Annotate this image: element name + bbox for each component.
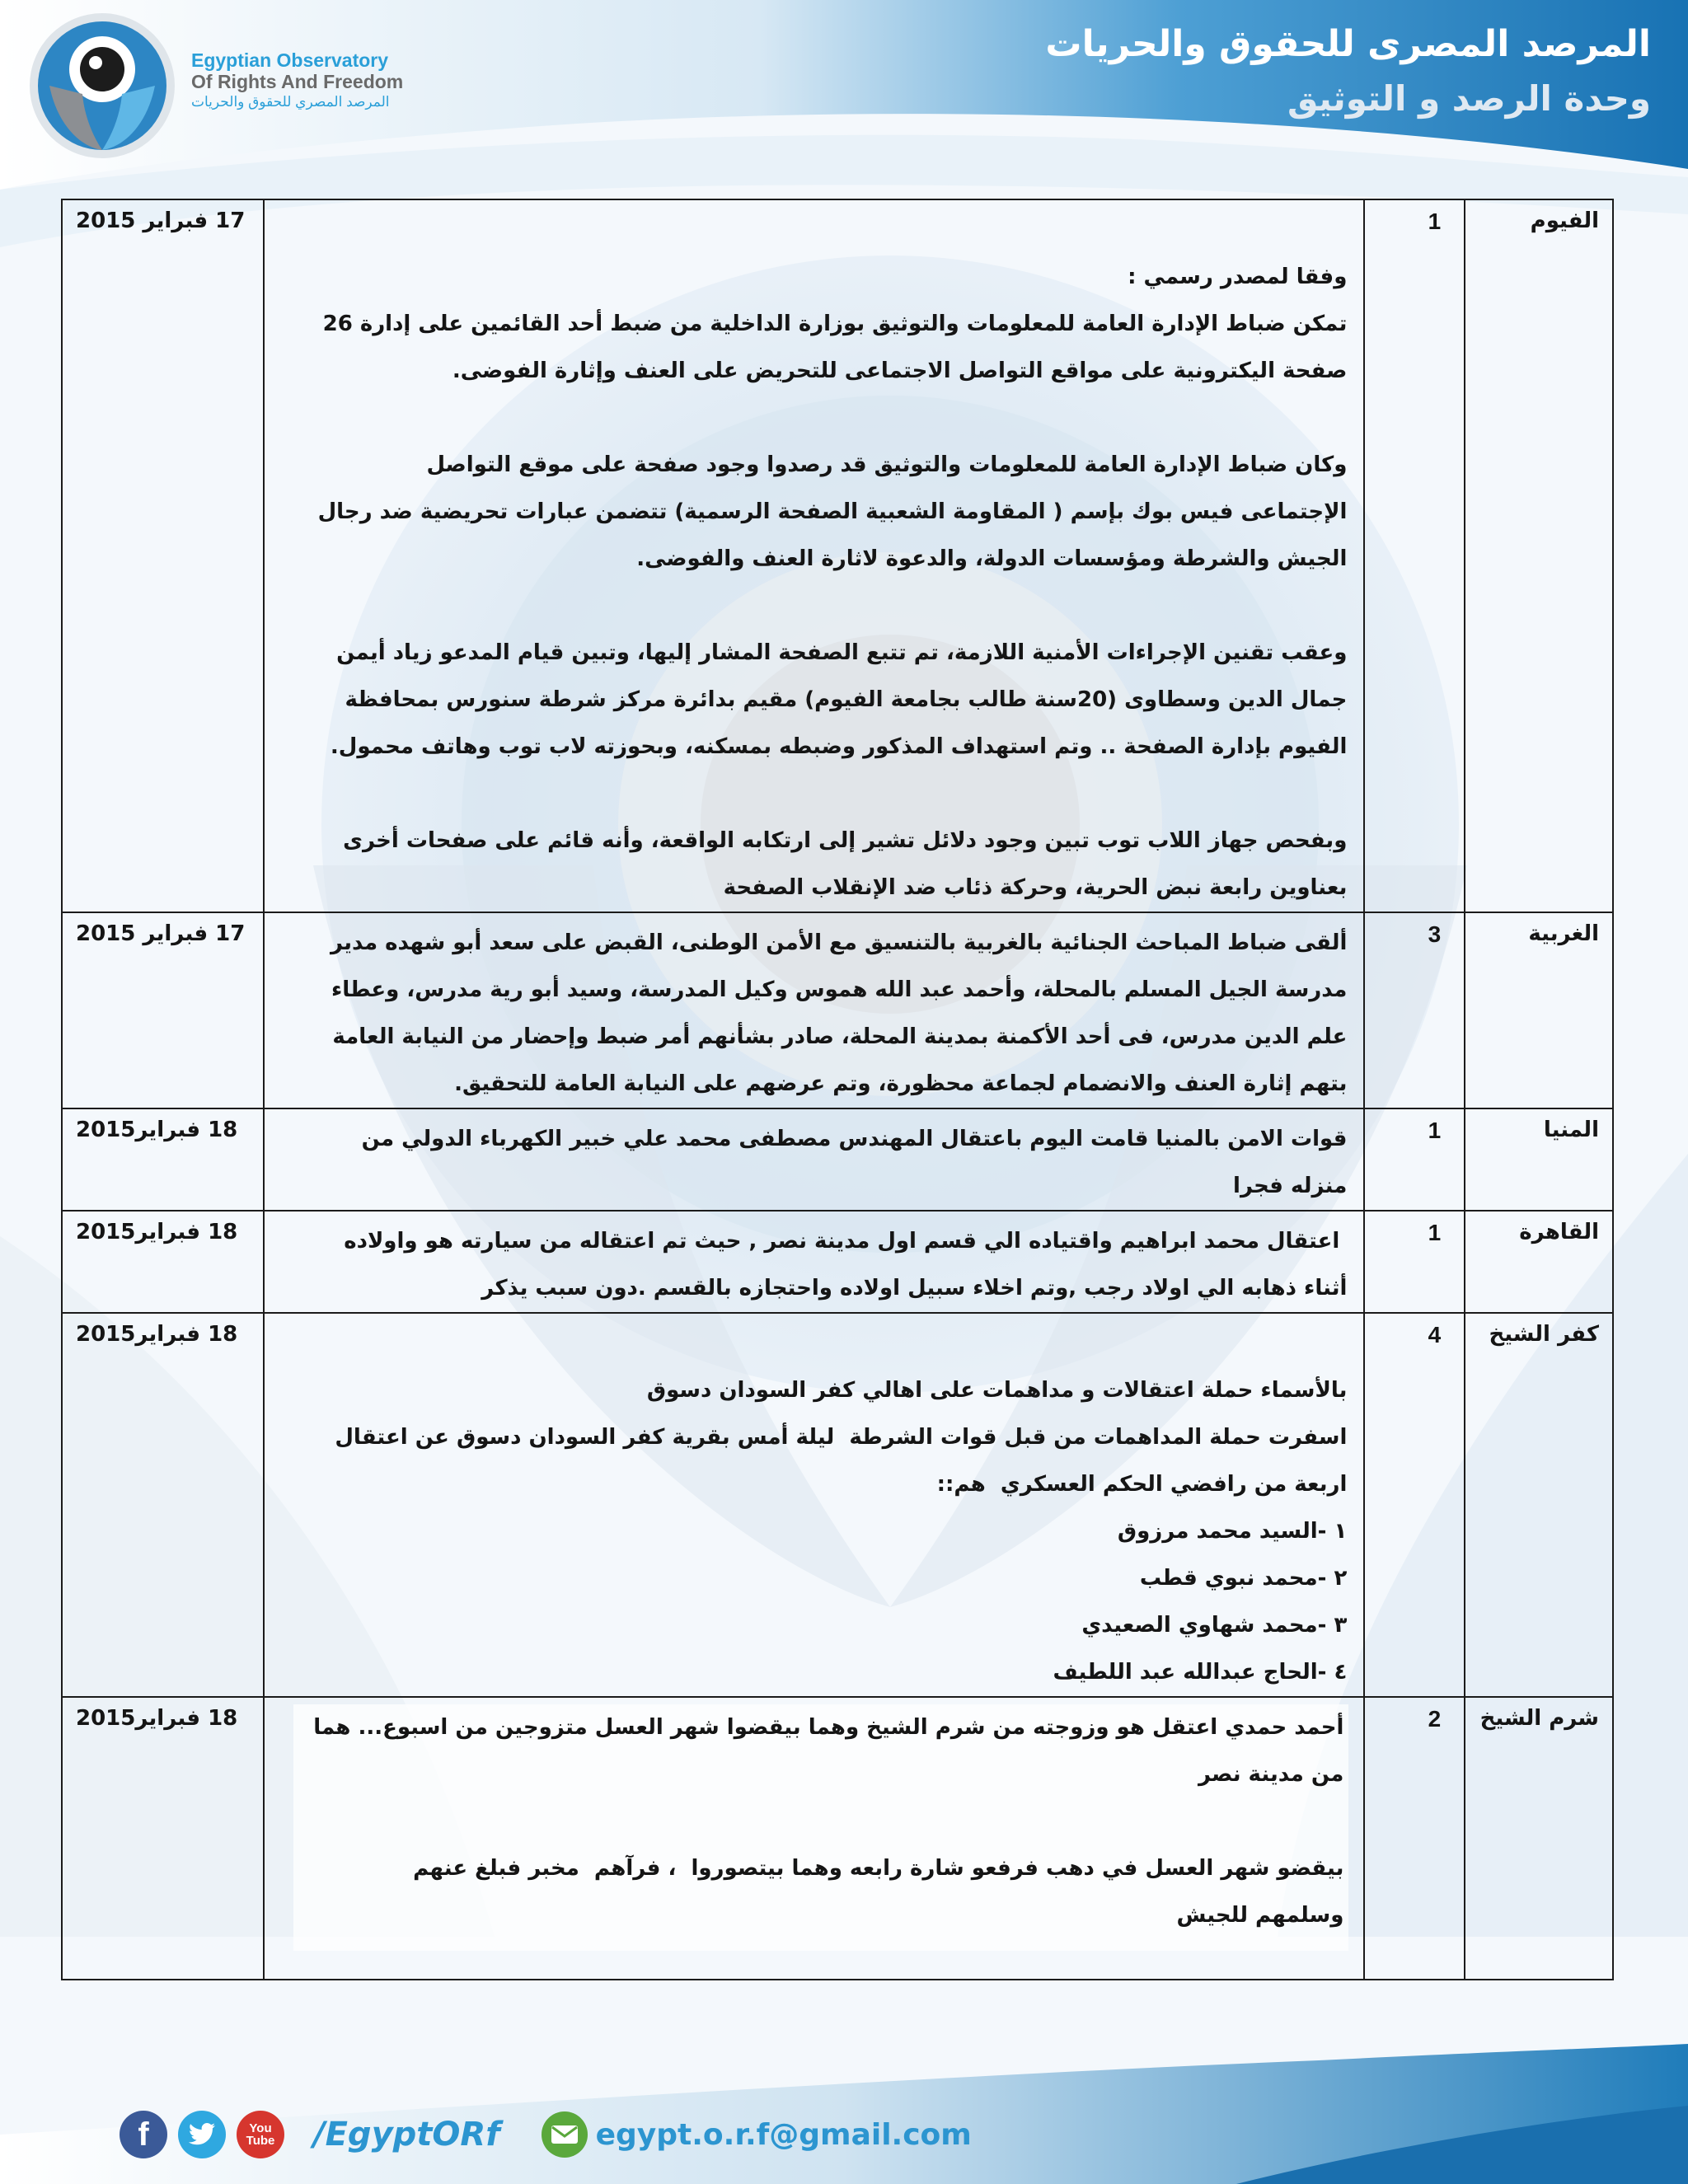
youtube-icon[interactable]: [237, 2111, 284, 2158]
description-line: مدرسة الجيل المسلم بالمحلة، وأحمد عبد الله هموس وكيل المدرسة، وسيد أبو رية مدرس، وعطاء: [331, 977, 1348, 1002]
description-line: [281, 771, 1348, 818]
count-cell: 1: [1364, 1108, 1465, 1211]
logo-icon: [25, 12, 180, 160]
page-subtitle: وحدة الرصد و التوثيق: [1287, 78, 1651, 119]
date-cell: [62, 1108, 264, 1211]
logo-text: [191, 49, 403, 112]
description-line: [281, 1320, 1348, 1367]
description-line: جمال الدين وسطاوى (20سنة طالب بجامعة الفيوم) مقيم بدائرة مركز شرطة سنورس بمحافظة: [345, 687, 1348, 712]
date-text: 18 فبراير2015: [76, 1322, 238, 1347]
date-cell: [62, 1313, 264, 1697]
description-line: [281, 583, 1348, 630]
description-line: أحمد حمدي اعتقل هو وزوجته من شرم الشيخ وهما بيقضوا شهر العسل متزوجين من اسبوع... هما: [313, 1715, 1344, 1740]
description-cell: [264, 912, 1365, 1108]
governorate-cell: شرم الشيخ: [1465, 1697, 1613, 1980]
date-cell: [62, 912, 264, 1108]
logo-text-en-1: Egyptian Observatory: [191, 49, 389, 71]
description-line: وبفحص جهاز اللاب توب تبين وجود دلائل تشير إلى ارتكابه الواقعة، وأنه قائم على صفحات أخرى: [343, 828, 1348, 853]
count-cell: 1: [1364, 199, 1465, 912]
description-cell: [264, 1108, 1365, 1211]
footer: [120, 2111, 972, 2158]
description-line: وكان ضباط الإدارة العامة للمعلومات والتوثيق قد رصدوا وجود صفحة على موقع التواصل: [426, 452, 1348, 477]
table-row: [62, 1211, 1613, 1313]
logo-text-en-2: Of Rights And Freedom: [191, 71, 404, 92]
count-cell: 4: [1364, 1313, 1465, 1697]
description-line: ٢ -محمد نبوي قطب: [1139, 1566, 1348, 1591]
description-line: الجيش والشرطة ومؤسسات الدولة، والدعوة لاثارة العنف والفوضى.: [636, 546, 1348, 571]
description-line: بالأسماء حملة اعتقالات و مداهمات على اهالي كفر السودان دسوق: [646, 1378, 1348, 1403]
description-cell: [264, 199, 1365, 912]
description-cell: [264, 1697, 1365, 1980]
date-text: 18 فبراير2015: [76, 1118, 238, 1142]
description-line: وسلمهم للجيش: [1176, 1903, 1344, 1928]
description-line: منزله فجرا: [1233, 1174, 1348, 1198]
date-text: 18 فبراير2015: [76, 1220, 238, 1244]
governorate-cell: الفيوم: [1465, 199, 1613, 912]
description-line: صفحة اليكترونية على مواقع التواصل الاجتماعى للتحريض على العنف وإثارة الفوضى.: [452, 359, 1348, 383]
description-line: أثناء ذهابه الي اولاد رجب ,وتم اخلاء سبيل اولاده واحتجازه بالقسم .دون سبب يذكر: [481, 1276, 1348, 1301]
youtube-icon-label-1: You: [249, 2121, 272, 2135]
table-row: [62, 1108, 1613, 1211]
description-line: بيقضو شهر العسل في دهب فرفعو شارة رابعه وهما بيتصوروا ، فرآهم مخبر فبلغ عنهم: [413, 1856, 1344, 1881]
description-line: ٣ -محمد شهاوي الصعيدي: [1081, 1613, 1348, 1638]
date-text: 17 فبراير 2015: [76, 209, 246, 233]
count-cell: 1: [1364, 1211, 1465, 1313]
description-line: ٤ -الحاج عبدالله عبد اللطيف: [1053, 1660, 1348, 1685]
description-line: بعناوين رابعة نبض الحرية، وحركة ذئاب ضد الإنقلاب الصفحة: [723, 875, 1348, 900]
description-line: علم الدين مدرس، فى أحد الأكمنة بمدينة المحلة، صادر بشأنهم أمر ضبط وإحضار من النيابة العامة: [332, 1024, 1348, 1049]
governorate-cell: كفر الشيخ: [1465, 1313, 1613, 1697]
description-line: وفقا لمصدر رسمي :: [1128, 265, 1348, 289]
description-line: بتهم إثارة العنف والانضمام لجماعة محظورة، وتم عرضهم على النيابة العامة للتحقيق.: [454, 1071, 1348, 1096]
description-line: [298, 1798, 1343, 1845]
governorate-cell: المنيا: [1465, 1108, 1613, 1211]
page-title: المرصد المصرى للحقوق والحريات: [1045, 23, 1651, 65]
date-text: 17 فبراير 2015: [76, 921, 246, 946]
description-line: [281, 395, 1348, 442]
email-icon: [542, 2111, 588, 2158]
date-text: 18 فبراير2015: [76, 1706, 238, 1731]
date-cell: [62, 1211, 264, 1313]
header-titles: [909, 15, 1651, 124]
description-cell: [264, 1313, 1365, 1697]
facebook-icon[interactable]: f: [120, 2111, 167, 2158]
youtube-icon-label-2: Tube: [246, 2134, 275, 2148]
description-line: ١ -السيد محمد مرزوق: [1117, 1519, 1348, 1544]
highlighted-text-block: [293, 1704, 1348, 1951]
description-line: [281, 207, 1348, 254]
logo-text-ar: المرصد المصري للحقوق والحريات: [191, 94, 390, 110]
description-line: ألقى ضباط المباحث الجنائية بالغربية بالتنسيق مع الأمن الوطنى، القبض على سعد أبو شهده مدير: [331, 930, 1348, 955]
date-cell: [62, 199, 264, 912]
description-cell: [264, 1211, 1365, 1313]
count-cell: 3: [1364, 912, 1465, 1108]
description-line: اسفرت حملة المداهمات من قبل قوات الشرطة ليلة أمس بقرية كفر السودان دسوق عن اعتقال: [335, 1425, 1348, 1450]
table-row: [62, 199, 1613, 912]
description-line: الفيوم بإدارة الصفحة .. وتم استهداف المذكور وضبطه بمسكنه، وبحوزته لاب توب وهاتف محمول.: [330, 734, 1348, 759]
count-cell: 2: [1364, 1697, 1465, 1980]
governorate-cell: الغربية: [1465, 912, 1613, 1108]
records-table: [61, 199, 1614, 1980]
description-line: اربعة من رافضي الحكم العسكري هم::: [936, 1472, 1348, 1497]
table-row: [62, 1697, 1613, 1980]
description-line: من مدينة نصر: [1198, 1762, 1344, 1787]
description-line: قوات الامن بالمنيا قامت اليوم باعتقال المهندس مصطفى محمد علي خبير الكهرباء الدولي من: [361, 1127, 1348, 1151]
description-line: الإجتماعى فيس بوك بإسم ( المقاومة الشعبية الصفحة الرسمية) تتضمن عبارات تحريضية ضد رجال: [317, 499, 1348, 524]
twitter-icon[interactable]: [178, 2111, 226, 2158]
social-handle-link[interactable]: /EgyptORf: [313, 2116, 500, 2154]
date-cell: [62, 1697, 264, 1980]
governorate-cell: القاهرة: [1465, 1211, 1613, 1313]
table-row: [62, 912, 1613, 1108]
description-line: وعقب تقنين الإجراءات الأمنية اللازمة، تم تتبع الصفحة المشار إليها، وتبين قيام المدعو زياد أيمن: [336, 640, 1348, 665]
description-line: اعتقال محمد ابراهيم واقتياده الي قسم اول مدينة نصر , حيث تم اعتقاله من سيارته هو واولاده: [344, 1229, 1348, 1254]
table-row: [62, 1313, 1613, 1697]
envelope-icon: [551, 2125, 579, 2144]
twitter-bird-icon: [188, 2122, 216, 2147]
description-line: تمكن ضباط الإدارة العامة للمعلومات والتوثيق بوزارة الداخلية من ضبط أحد القائمين على إدارة 26: [322, 312, 1348, 336]
email-link[interactable]: egypt.o.r.f@gmail.com: [595, 2117, 972, 2152]
